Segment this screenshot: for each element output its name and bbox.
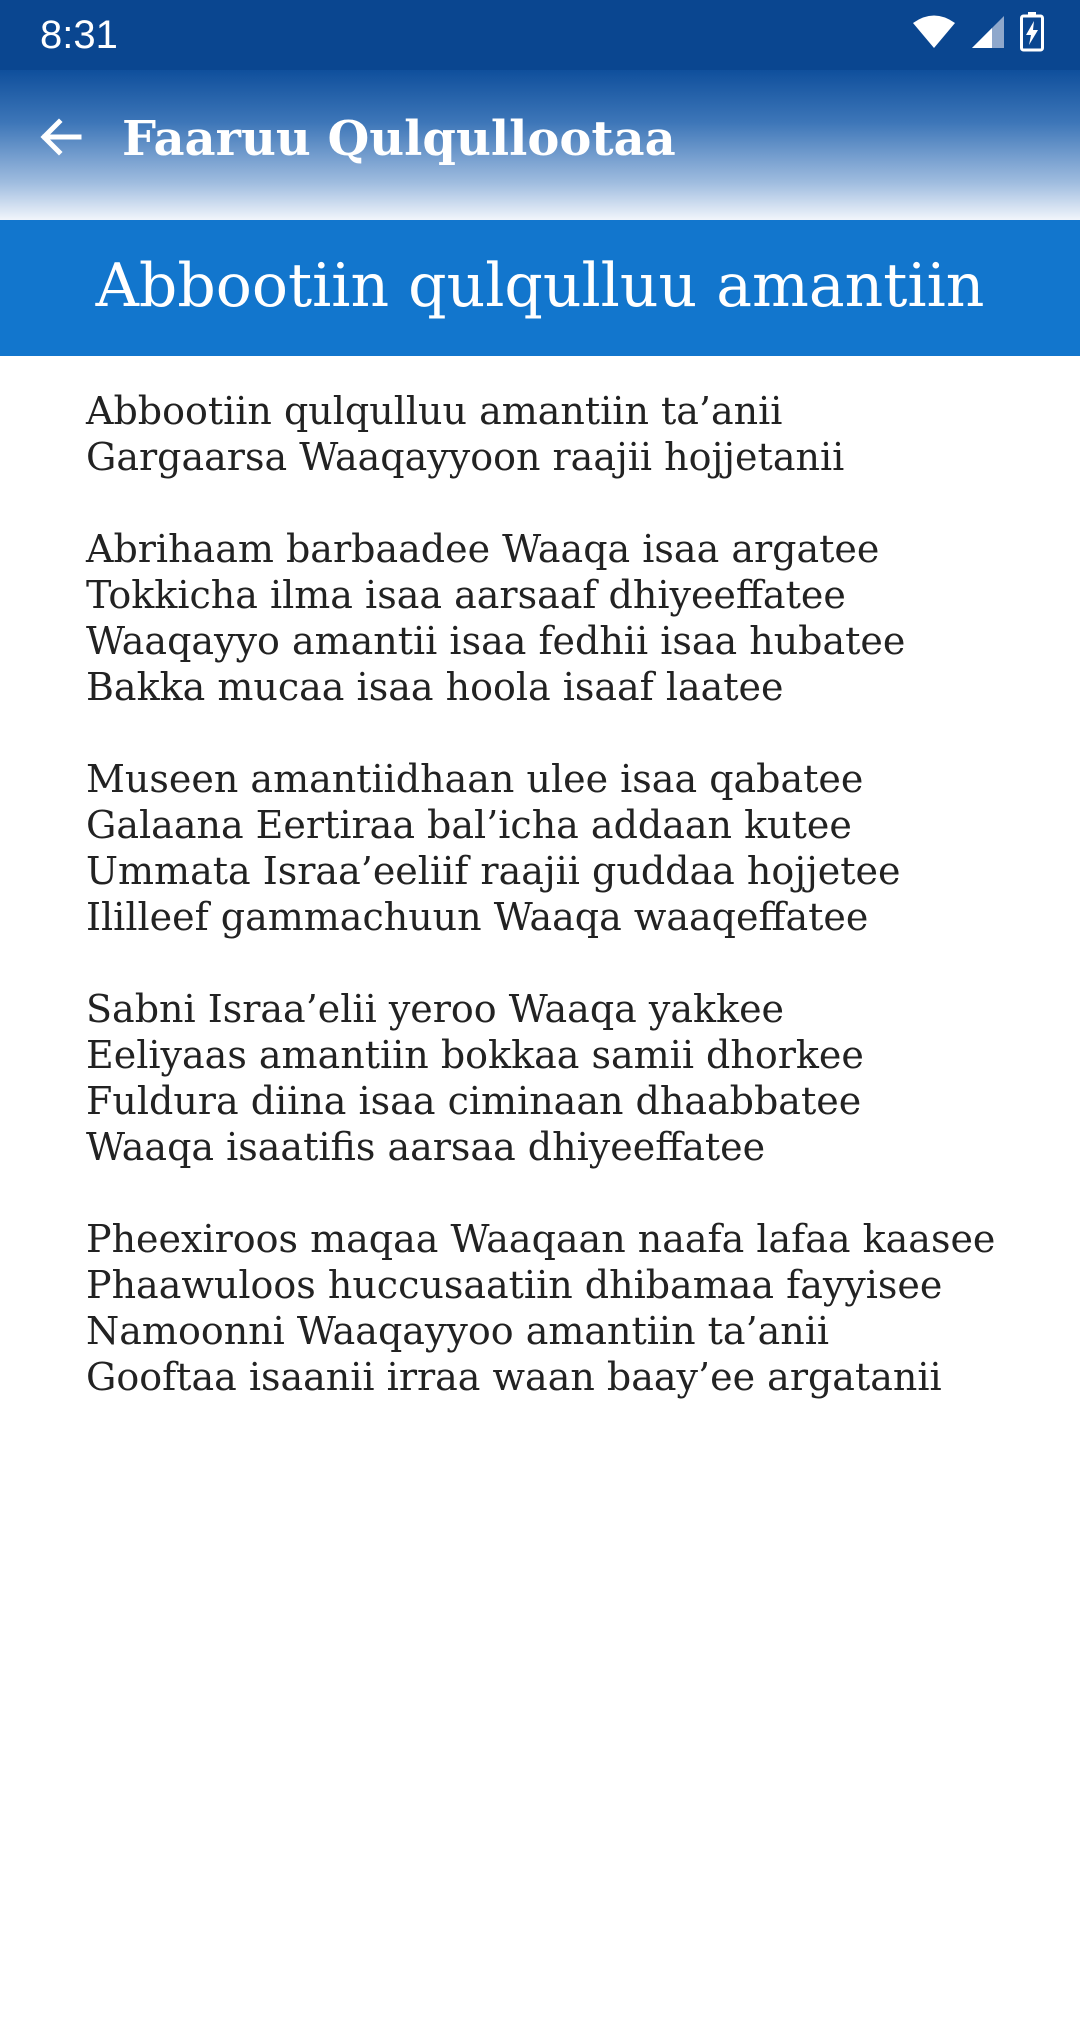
stanza-1 <box>86 388 1046 480</box>
lyric-line: Phaawuloos huccusaatiin dhibamaa fayyisee <box>86 1263 943 1307</box>
lyric-line: Sabni Israa’elii yeroo Waaqa yakkee <box>86 987 785 1031</box>
lyric-line: Waaqayyo amantii isaa fedhii isaa hubatee <box>86 619 906 663</box>
status-bar <box>0 0 1080 70</box>
wifi-icon <box>912 14 956 54</box>
lyric-line: Namoonni Waaqayyoo amantiin ta’anii <box>86 1309 830 1353</box>
lyric-line: Waaqa isaatifis aarsaa dhiyeeffatee <box>86 1125 766 1169</box>
lyric-line: Pheexiroos maqaa Waaqaan naafa lafaa kaasee <box>86 1217 996 1261</box>
lyric-line: Abrihaam barbaadee Waaqa isaa argatee <box>86 527 880 571</box>
stanza-2 <box>86 526 1046 710</box>
hymn-title: Abbootiin qulqulluu amantiin <box>95 251 985 321</box>
cellular-signal-icon <box>970 14 1006 54</box>
hymn-header <box>0 220 1080 356</box>
stanza-3 <box>86 756 1046 940</box>
arrow-left-icon <box>37 113 85 165</box>
lyric-line: Bakka mucaa isaa hoola isaaf laatee <box>86 665 784 709</box>
lyric-line: Abbootiin qulqulluu amantiin ta’anii <box>86 389 783 433</box>
lyric-line: Ililleef gammachuun Waaqa waaqeffatee <box>86 895 869 939</box>
stanza-5 <box>86 1216 1046 1400</box>
lyric-line: Eeliyaas amantiin bokkaa samii dhorkee <box>86 1033 864 1077</box>
lyric-line: Galaana Eertiraa bal’icha addaan kutee <box>86 803 852 847</box>
battery-charging-icon <box>1020 12 1044 56</box>
app-bar <box>0 70 1080 220</box>
lyric-line: Gargaarsa Waaqayyoon raajii hojjetanii <box>86 435 845 479</box>
back-button[interactable] <box>28 106 94 172</box>
lyric-line: Gooftaa isaanii irraa waan baay’ee argatanii <box>86 1355 942 1399</box>
lyric-line: Fuldura diina isaa ciminaan dhaabbatee <box>86 1079 862 1123</box>
lyric-line: Ummata Israa’eeliif raajii guddaa hojjetee <box>86 849 901 893</box>
status-icons <box>912 14 1044 54</box>
stanza-4 <box>86 986 1046 1170</box>
lyric-line: Museen amantiidhaan ulee isaa qabatee <box>86 757 864 801</box>
app-title: Faaruu Qulqullootaa <box>122 111 676 167</box>
lyrics-body <box>86 388 1046 1446</box>
status-time: 8:31 <box>40 13 118 57</box>
lyric-line: Tokkicha ilma isaa aarsaaf dhiyeeffatee <box>86 573 846 617</box>
